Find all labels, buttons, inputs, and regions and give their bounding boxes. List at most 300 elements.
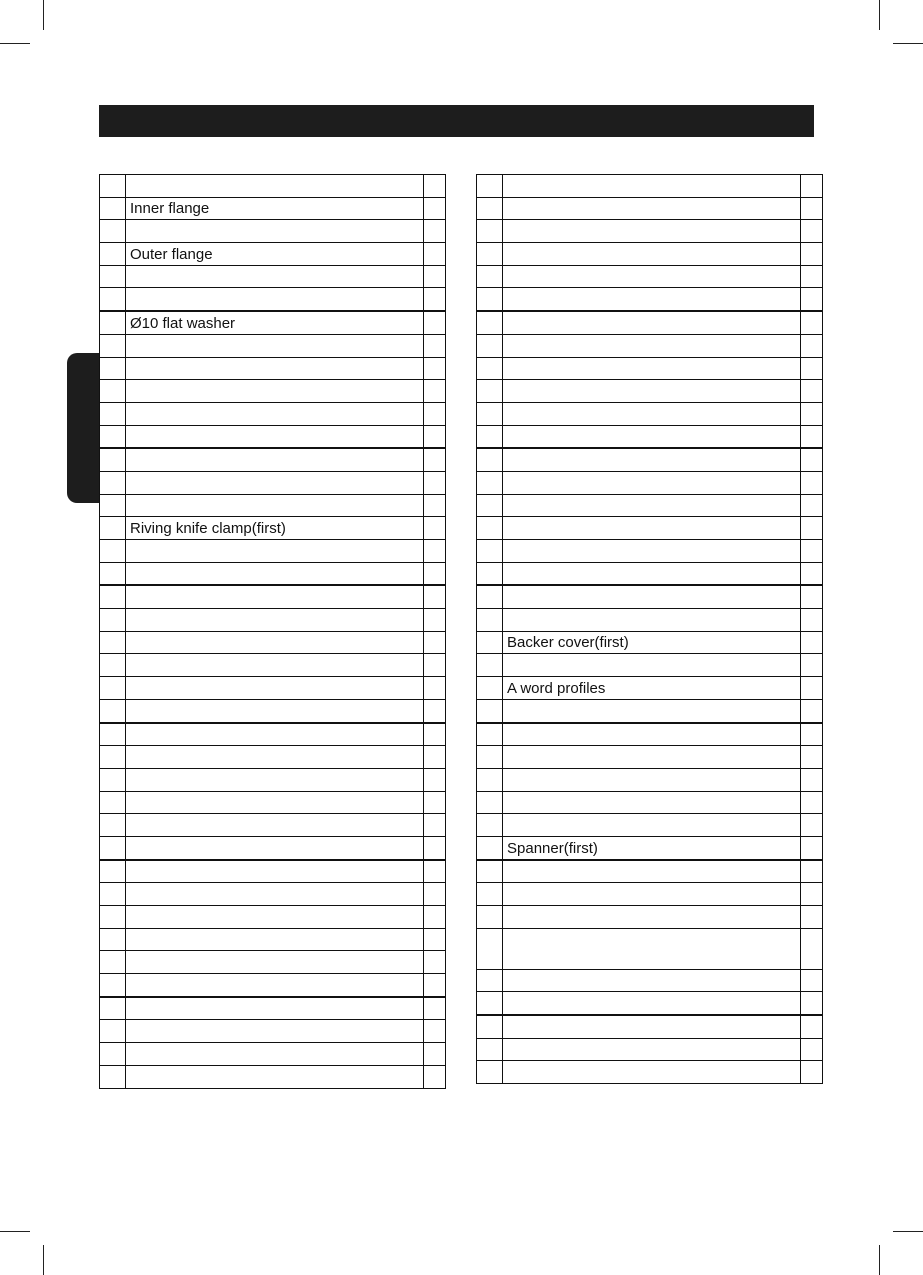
part-number-cell [100, 883, 126, 906]
table-row [477, 969, 823, 992]
table-row [477, 380, 823, 403]
table-row [100, 265, 446, 288]
part-number-cell [100, 609, 126, 632]
part-description-cell [126, 471, 424, 494]
part-quantity-cell [801, 860, 823, 883]
part-quantity-cell [424, 448, 446, 471]
part-number-cell [477, 1038, 503, 1061]
crop-mark [879, 1245, 880, 1275]
part-number-cell [477, 288, 503, 311]
part-description-cell [503, 906, 801, 929]
part-description-cell [126, 768, 424, 791]
part-quantity-cell [801, 334, 823, 357]
part-number-cell [100, 562, 126, 585]
part-number-cell [100, 860, 126, 883]
part-number-cell [100, 654, 126, 677]
part-number-cell [100, 723, 126, 746]
table-row [100, 906, 446, 929]
part-description-cell [503, 175, 801, 198]
part-quantity-cell [801, 791, 823, 814]
table-row [100, 425, 446, 448]
part-number-cell [100, 906, 126, 929]
table-row [477, 540, 823, 563]
part-quantity-cell [424, 699, 446, 722]
part-description-cell [503, 654, 801, 677]
table-row [477, 494, 823, 517]
table-row [100, 540, 446, 563]
table-row [477, 860, 823, 883]
part-number-cell [100, 220, 126, 243]
part-description-cell [503, 609, 801, 632]
part-quantity-cell [424, 906, 446, 929]
part-quantity-cell [424, 175, 446, 198]
part-quantity-cell [424, 836, 446, 859]
part-quantity-cell [424, 928, 446, 951]
part-number-cell [100, 677, 126, 700]
part-number-cell [477, 334, 503, 357]
part-description-cell [503, 380, 801, 403]
part-quantity-cell [424, 609, 446, 632]
table-row [100, 791, 446, 814]
part-description-cell [126, 974, 424, 997]
crop-mark [43, 0, 44, 30]
part-description-cell [503, 883, 801, 906]
part-description-cell [126, 951, 424, 974]
part-quantity-cell [424, 654, 446, 677]
table-row [100, 723, 446, 746]
table-row [477, 585, 823, 608]
part-description-cell: Backer cover(first) [503, 631, 801, 654]
table-row [477, 334, 823, 357]
part-description-cell [503, 928, 801, 969]
part-quantity-cell [801, 175, 823, 198]
part-description-cell [126, 654, 424, 677]
table-row [100, 883, 446, 906]
part-description-cell [126, 631, 424, 654]
table-row [477, 677, 823, 700]
part-description-cell [126, 883, 424, 906]
part-description-cell [126, 494, 424, 517]
part-quantity-cell [424, 471, 446, 494]
part-number-cell [100, 471, 126, 494]
part-number-cell [477, 836, 503, 859]
part-number-cell [100, 494, 126, 517]
table-row [477, 1015, 823, 1038]
part-quantity-cell [801, 928, 823, 969]
table-row [477, 631, 823, 654]
part-number-cell [100, 175, 126, 198]
part-quantity-cell [424, 402, 446, 425]
part-description-cell [126, 791, 424, 814]
part-description-cell [503, 1015, 801, 1038]
table-row [100, 357, 446, 380]
part-quantity-cell [801, 883, 823, 906]
table-row [100, 836, 446, 859]
part-number-cell [100, 1020, 126, 1043]
part-number-cell [100, 357, 126, 380]
part-number-cell [477, 883, 503, 906]
part-description-cell [503, 471, 801, 494]
crop-mark [879, 0, 880, 30]
part-number-cell [477, 220, 503, 243]
part-description-cell [126, 723, 424, 746]
table-row [100, 997, 446, 1020]
table-row [100, 380, 446, 403]
part-number-cell [100, 768, 126, 791]
table-row [100, 1020, 446, 1043]
part-description-cell [503, 1061, 801, 1084]
part-description-cell [503, 311, 801, 334]
part-description-cell [126, 562, 424, 585]
part-quantity-cell [801, 540, 823, 563]
part-quantity-cell [424, 723, 446, 746]
table-row [477, 448, 823, 471]
part-description-cell [126, 814, 424, 837]
part-description-cell [126, 928, 424, 951]
part-quantity-cell [801, 1038, 823, 1061]
table-row [100, 562, 446, 585]
part-description-cell [503, 699, 801, 722]
table-row [477, 746, 823, 769]
part-description-cell [126, 746, 424, 769]
part-quantity-cell [801, 631, 823, 654]
table-row [100, 974, 446, 997]
part-description-cell [503, 992, 801, 1015]
part-quantity-cell [424, 1020, 446, 1043]
part-description-cell [126, 677, 424, 700]
part-quantity-cell [801, 562, 823, 585]
part-description-cell [503, 517, 801, 540]
part-number-cell [100, 197, 126, 220]
part-quantity-cell [801, 768, 823, 791]
part-number-cell [100, 928, 126, 951]
part-quantity-cell [424, 517, 446, 540]
part-quantity-cell [424, 677, 446, 700]
part-quantity-cell [424, 631, 446, 654]
part-description-cell [126, 265, 424, 288]
part-description-cell: Outer flange [126, 243, 424, 266]
part-description-cell: Spanner(first) [503, 836, 801, 859]
part-number-cell [100, 951, 126, 974]
table-row [100, 494, 446, 517]
part-number-cell [100, 517, 126, 540]
part-description-cell [126, 402, 424, 425]
part-number-cell [477, 768, 503, 791]
part-description-cell [503, 768, 801, 791]
part-quantity-cell [801, 448, 823, 471]
part-quantity-cell [801, 288, 823, 311]
part-description-cell [126, 380, 424, 403]
part-description-cell [503, 746, 801, 769]
table-row [477, 992, 823, 1015]
part-number-cell [100, 288, 126, 311]
part-description-cell [503, 288, 801, 311]
part-description-cell: Inner flange [126, 197, 424, 220]
table-row [100, 517, 446, 540]
table-row [100, 768, 446, 791]
part-number-cell [100, 974, 126, 997]
part-number-cell [477, 471, 503, 494]
part-number-cell [100, 448, 126, 471]
part-number-cell [477, 969, 503, 992]
table-row [477, 311, 823, 334]
table-row [477, 357, 823, 380]
part-number-cell [100, 334, 126, 357]
table-row [100, 860, 446, 883]
part-number-cell [477, 357, 503, 380]
part-quantity-cell [801, 197, 823, 220]
part-description-cell [126, 906, 424, 929]
part-description-cell [503, 243, 801, 266]
part-quantity-cell [801, 265, 823, 288]
table-row [477, 928, 823, 969]
part-number-cell [100, 425, 126, 448]
part-quantity-cell [801, 1061, 823, 1084]
table-row [477, 699, 823, 722]
part-quantity-cell [801, 906, 823, 929]
part-number-cell [477, 448, 503, 471]
part-quantity-cell [801, 814, 823, 837]
part-description-cell [126, 699, 424, 722]
part-quantity-cell [424, 860, 446, 883]
part-number-cell [100, 791, 126, 814]
part-quantity-cell [424, 997, 446, 1020]
part-description-cell [126, 357, 424, 380]
table-row [477, 814, 823, 837]
part-number-cell [477, 791, 503, 814]
part-number-cell [100, 243, 126, 266]
part-number-cell [477, 906, 503, 929]
part-description-cell [126, 334, 424, 357]
table-row [100, 311, 446, 334]
table-row [477, 402, 823, 425]
crop-mark [43, 1245, 44, 1275]
part-quantity-cell [424, 197, 446, 220]
table-row [477, 654, 823, 677]
table-row [477, 175, 823, 198]
part-number-cell [477, 860, 503, 883]
part-description-cell [503, 197, 801, 220]
part-quantity-cell [424, 768, 446, 791]
table-row [477, 906, 823, 929]
part-number-cell [477, 380, 503, 403]
table-row [100, 951, 446, 974]
part-quantity-cell [801, 494, 823, 517]
table-row [100, 471, 446, 494]
part-quantity-cell [801, 471, 823, 494]
part-number-cell [100, 1043, 126, 1066]
part-description-cell [503, 540, 801, 563]
part-number-cell [477, 814, 503, 837]
part-quantity-cell [801, 517, 823, 540]
part-number-cell [100, 265, 126, 288]
part-description-cell [126, 997, 424, 1020]
part-quantity-cell [424, 243, 446, 266]
part-quantity-cell [424, 1065, 446, 1088]
part-number-cell [100, 631, 126, 654]
part-quantity-cell [424, 494, 446, 517]
part-number-cell [477, 677, 503, 700]
part-number-cell [477, 992, 503, 1015]
part-quantity-cell [424, 746, 446, 769]
table-row [477, 243, 823, 266]
part-quantity-cell [801, 425, 823, 448]
part-quantity-cell [424, 791, 446, 814]
part-description-cell [126, 609, 424, 632]
part-description-cell [503, 723, 801, 746]
part-number-cell [477, 175, 503, 198]
part-number-cell [477, 243, 503, 266]
part-description-cell [503, 814, 801, 837]
table-row [100, 814, 446, 837]
part-description-cell [503, 448, 801, 471]
crop-mark [0, 1231, 30, 1232]
part-quantity-cell [424, 540, 446, 563]
part-quantity-cell [801, 723, 823, 746]
table-row [100, 699, 446, 722]
table-row [100, 654, 446, 677]
part-description-cell [503, 585, 801, 608]
part-description-cell [503, 494, 801, 517]
table-row [100, 197, 446, 220]
part-number-cell [477, 654, 503, 677]
part-description-cell: Riving knife clamp(first) [126, 517, 424, 540]
part-quantity-cell [424, 585, 446, 608]
parts-table-right [476, 174, 823, 1084]
part-quantity-cell [424, 288, 446, 311]
part-number-cell [100, 311, 126, 334]
part-number-cell [477, 928, 503, 969]
part-quantity-cell [801, 1015, 823, 1038]
part-quantity-cell [801, 836, 823, 859]
part-number-cell [477, 425, 503, 448]
part-description-cell [126, 1065, 424, 1088]
part-quantity-cell [801, 585, 823, 608]
part-description-cell: Ø10 flat washer [126, 311, 424, 334]
table-row [100, 243, 446, 266]
table-row [477, 791, 823, 814]
part-description-cell [126, 540, 424, 563]
part-description-cell [503, 791, 801, 814]
part-number-cell [477, 1061, 503, 1084]
part-description-cell [126, 1043, 424, 1066]
part-number-cell [477, 585, 503, 608]
table-row [477, 768, 823, 791]
part-description-cell [126, 220, 424, 243]
part-description-cell [503, 334, 801, 357]
part-number-cell [477, 311, 503, 334]
side-language-tab [67, 353, 99, 503]
part-description-cell [503, 562, 801, 585]
table-row [100, 609, 446, 632]
part-description-cell [126, 288, 424, 311]
part-quantity-cell [424, 334, 446, 357]
part-quantity-cell [424, 814, 446, 837]
part-number-cell [100, 402, 126, 425]
table-row [100, 334, 446, 357]
part-quantity-cell [424, 357, 446, 380]
table-row [477, 265, 823, 288]
part-number-cell [477, 402, 503, 425]
table-row [100, 402, 446, 425]
part-description-cell [503, 265, 801, 288]
part-number-cell [477, 609, 503, 632]
crop-mark [893, 1231, 923, 1232]
table-row [477, 562, 823, 585]
table-row [477, 723, 823, 746]
header-bar [99, 105, 814, 137]
part-description-cell [126, 175, 424, 198]
part-quantity-cell [801, 357, 823, 380]
table-row [100, 448, 446, 471]
part-number-cell [100, 380, 126, 403]
part-quantity-cell [424, 311, 446, 334]
part-description-cell [126, 836, 424, 859]
part-quantity-cell [424, 380, 446, 403]
table-row [100, 677, 446, 700]
part-description-cell [126, 585, 424, 608]
part-quantity-cell [801, 992, 823, 1015]
part-number-cell [477, 1015, 503, 1038]
table-row [100, 585, 446, 608]
part-quantity-cell [424, 562, 446, 585]
part-number-cell [100, 814, 126, 837]
part-quantity-cell [801, 220, 823, 243]
table-row [100, 631, 446, 654]
part-quantity-cell [424, 974, 446, 997]
part-number-cell [477, 746, 503, 769]
part-number-cell [477, 265, 503, 288]
part-description-cell [503, 357, 801, 380]
parts-table-left [99, 174, 446, 1089]
part-description-cell [126, 1020, 424, 1043]
part-number-cell [100, 699, 126, 722]
part-quantity-cell [424, 1043, 446, 1066]
table-row [100, 175, 446, 198]
part-number-cell [477, 197, 503, 220]
part-number-cell [100, 746, 126, 769]
table-row [477, 471, 823, 494]
part-description-cell: A word profiles [503, 677, 801, 700]
part-quantity-cell [801, 380, 823, 403]
part-description-cell [503, 425, 801, 448]
table-row [477, 425, 823, 448]
part-quantity-cell [424, 883, 446, 906]
part-quantity-cell [801, 402, 823, 425]
table-row [477, 197, 823, 220]
part-quantity-cell [424, 951, 446, 974]
table-row [100, 746, 446, 769]
part-number-cell [100, 1065, 126, 1088]
table-row [100, 928, 446, 951]
part-quantity-cell [801, 746, 823, 769]
table-row [100, 288, 446, 311]
table-row [477, 1038, 823, 1061]
table-row [477, 1061, 823, 1084]
table-row [477, 883, 823, 906]
part-quantity-cell [801, 699, 823, 722]
part-quantity-cell [801, 311, 823, 334]
part-quantity-cell [801, 677, 823, 700]
part-number-cell [477, 517, 503, 540]
part-number-cell [477, 494, 503, 517]
crop-mark [0, 43, 30, 44]
part-description-cell [503, 402, 801, 425]
part-number-cell [477, 723, 503, 746]
part-quantity-cell [801, 969, 823, 992]
part-quantity-cell [801, 654, 823, 677]
table-row [477, 288, 823, 311]
